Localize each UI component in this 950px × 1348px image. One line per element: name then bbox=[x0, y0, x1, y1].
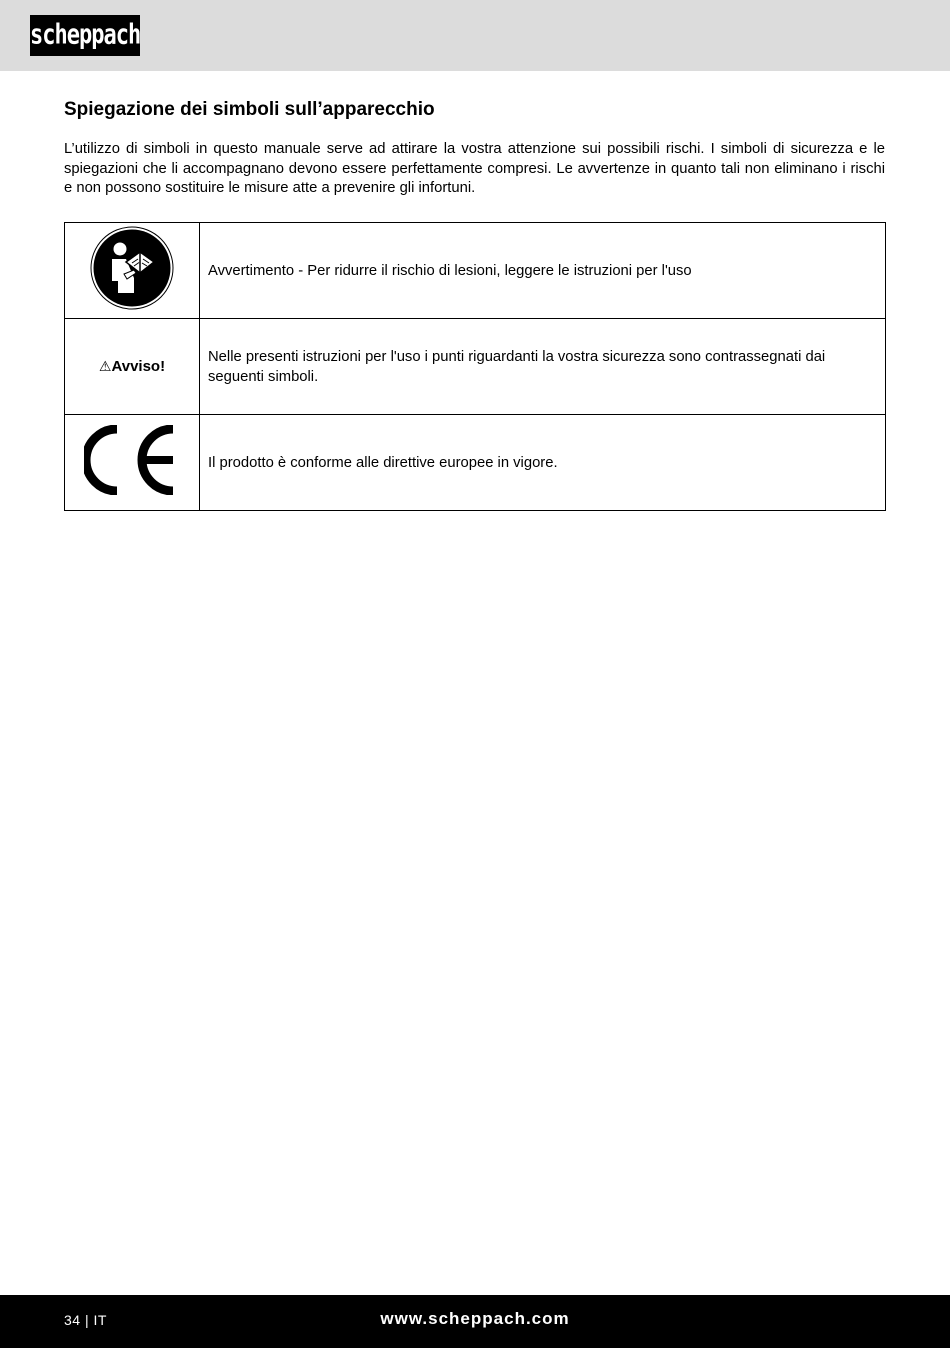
table-row bbox=[65, 415, 886, 511]
page-number: 34 bbox=[64, 1312, 81, 1328]
header-band bbox=[0, 0, 950, 71]
intro-paragraph: L’utilizzo di simboli in questo manuale serve ad attirare la vostra attenzione sui possibili rischi. I simboli di sicurezza e le spiegazioni che li accompagnano devono essere perfettamente compresi. Le avvertenze in quanto tali non eliminano i rischi e non possono sostituire le misure atte a prevenire gli infortuni. bbox=[64, 141, 885, 196]
warning-label bbox=[99, 358, 165, 375]
footer bbox=[0, 1295, 950, 1348]
website-url[interactable]: www.scheppach.com bbox=[380, 1309, 570, 1328]
table-row bbox=[65, 223, 886, 319]
symbol-description: Il prodotto è conforme alle direttive europee in vigore. bbox=[200, 415, 886, 511]
symbol-description: Avvertimento - Per ridurre il rischio di lesioni, leggere le istruzioni per l'uso bbox=[200, 223, 886, 319]
page-separator: | bbox=[84, 1312, 90, 1328]
symbols-table bbox=[64, 222, 886, 511]
symbol-description: Nelle presenti istruzioni per l'uso i punti riguardanti la vostra sicurezza sono contrassegnati dai seguenti simboli. bbox=[200, 319, 886, 415]
warning-triangle-icon: ⚠ bbox=[98, 357, 112, 374]
symbol-cell bbox=[65, 223, 200, 319]
read-manual-icon bbox=[90, 226, 174, 310]
language-code: IT bbox=[93, 1312, 107, 1328]
symbol-cell bbox=[65, 415, 200, 511]
symbol-cell bbox=[65, 319, 200, 415]
scheppach-logo: scheppach bbox=[30, 15, 140, 56]
warning-label-text: Avviso! bbox=[111, 357, 166, 375]
ce-mark-icon bbox=[84, 425, 180, 495]
section-title: Spiegazione dei simboli sull’apparecchio bbox=[64, 99, 435, 120]
table-row bbox=[65, 319, 886, 415]
